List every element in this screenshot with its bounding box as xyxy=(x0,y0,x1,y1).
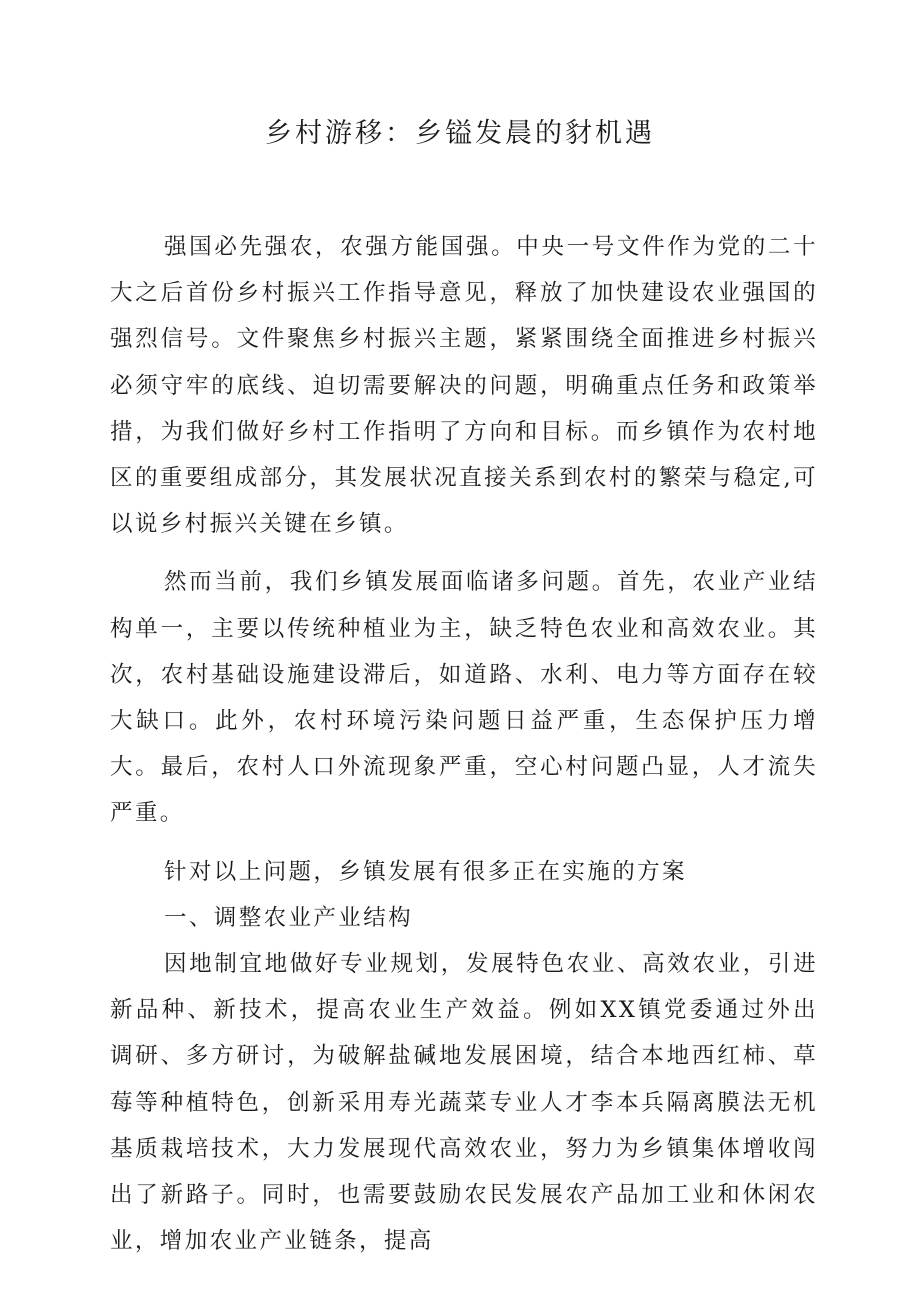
paragraph-section-1: 因地制宜地做好专业规划，发展特色农业、高效农业，引进新品种、新技术，提高农业生产效益。例如XX镇党委通过外出调研、多方研讨，为破解盐碱地发展困境，结合本地西红柿、草莓等种植特色，创新采用寿光蔬菜专业人才李本兵隔离膜法无机基质栽培技术，大力发展现代高效农业，努力为乡镇集体增收闯出了新路子。同时，也需要鼓励农民发展农产品加工业和休闲农业，增加农业产业链条，提高 xyxy=(110,951,818,1255)
document-body xyxy=(110,224,818,1264)
paragraph-problems: 然而当前，我们乡镇发展面临诸多问题。首先，农业产业结构单一，主要以传统种植业为主，缺乏特色农业和高效农业。其次，农村基础设施建设滞后，如道路、水利、电力等方面存在较大缺口。此外，农村环境污染问题日益严重，生态保护压力增大。最后，农村人口外流现象严重，空心村问题凸显，人才流失严重。 xyxy=(110,569,818,827)
paragraph-solutions-lead: 针对以上问题，乡镇发展有很多正在实施的方案 xyxy=(164,858,687,885)
document-title: 乡村游移：乡镒发晨的豺机遇 xyxy=(265,118,655,149)
section-heading: 一、调整农业产业结构 xyxy=(164,904,414,931)
paragraph-intro: 强国必先强农，农强方能国强。中央一号文件作为党的二十大之后首份乡村振兴工作指导意见，释放了加快建设农业强国的强烈信号。文件聚焦乡村振兴主题，紧紧围绕全面推进乡村振兴必须守牢的底线、迫切需要解决的问题，明确重点任务和政策举措，为我们做好乡村工作指明了方向和目标。而乡镇作为农村地区的重要组成部分，其发展状况直接关系到农村的繁荣与稳定,可以说乡村振兴关键在乡镇。 xyxy=(110,234,818,538)
